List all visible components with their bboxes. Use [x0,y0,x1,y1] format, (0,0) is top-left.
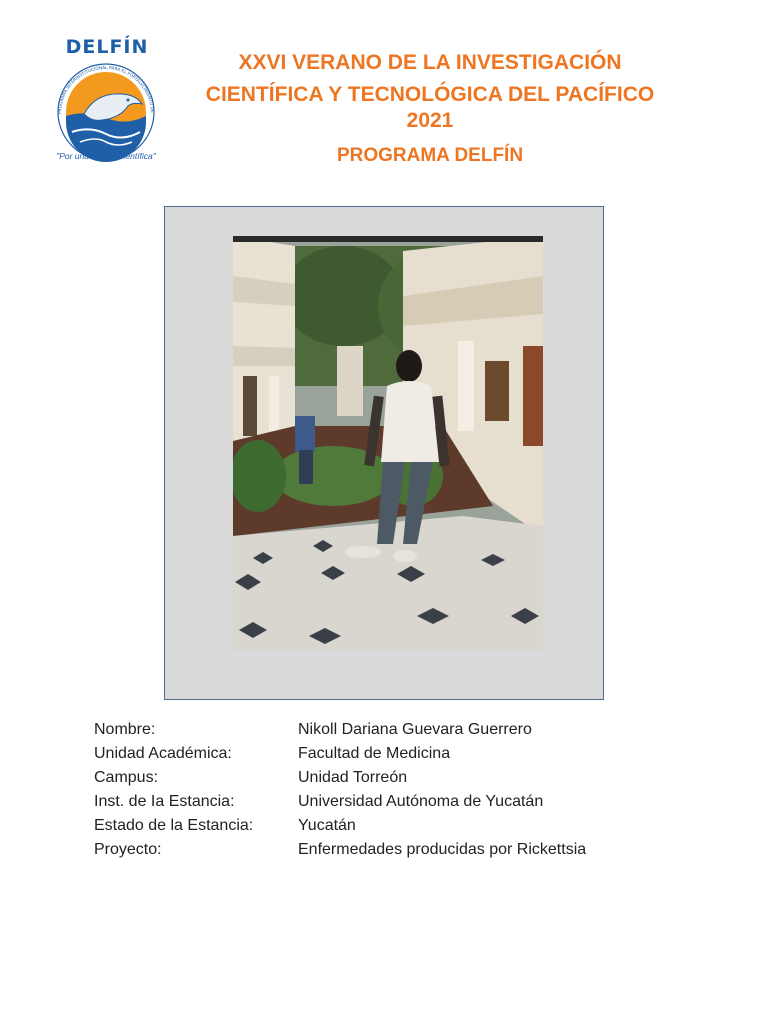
info-value: Enfermedades producidas por Rickettsia [298,841,587,858]
title-line-1: XXVI VERANO DE LA INVESTIGACIÓN [238,51,622,74]
courtyard-photo [233,236,543,650]
info-value: Yucatán [298,817,356,834]
logo-wordmark: DELFÍN [65,36,149,58]
info-row-estado [94,814,586,838]
photo-frame [164,206,604,700]
info-label: Proyecto: [94,841,162,858]
info-label: Inst. de Ia Estancia: [94,793,235,810]
info-value: Universidad Autónoma de Yucatán [298,793,544,810]
info-row-nombre [94,718,586,742]
info-value: Facultad de Medicina [298,745,451,762]
info-row-unidad-academica [94,742,586,766]
info-label: Campus: [94,769,159,786]
student-info [94,718,586,862]
logo-slogan: "Por una cultura científica" [56,151,156,161]
info-row-proyecto [94,838,586,862]
ring-text: PROGRAMA INTERINSTITUCIONAL PARA EL FORTALECIMIENTO DE [57,65,155,115]
courtyard-photo-image [233,236,543,650]
info-value: Nikoll Dariana Guevara Guerrero [298,721,532,738]
program-title: PROGRAMA DELFÍN [336,145,524,166]
info-row-institucion [94,790,586,814]
info-value: Unidad Torreón [298,769,408,786]
info-label: Unidad Académica: [94,745,232,762]
title-line-2: CIENTÍFICA Y TECNOLÓGICA DEL PACÍFICO 2021 [205,83,655,132]
info-label: Nombre: [94,721,156,738]
info-row-campus [94,766,586,790]
delfin-logo [40,32,172,168]
info-label: Estado de la Estancia: [94,817,254,834]
